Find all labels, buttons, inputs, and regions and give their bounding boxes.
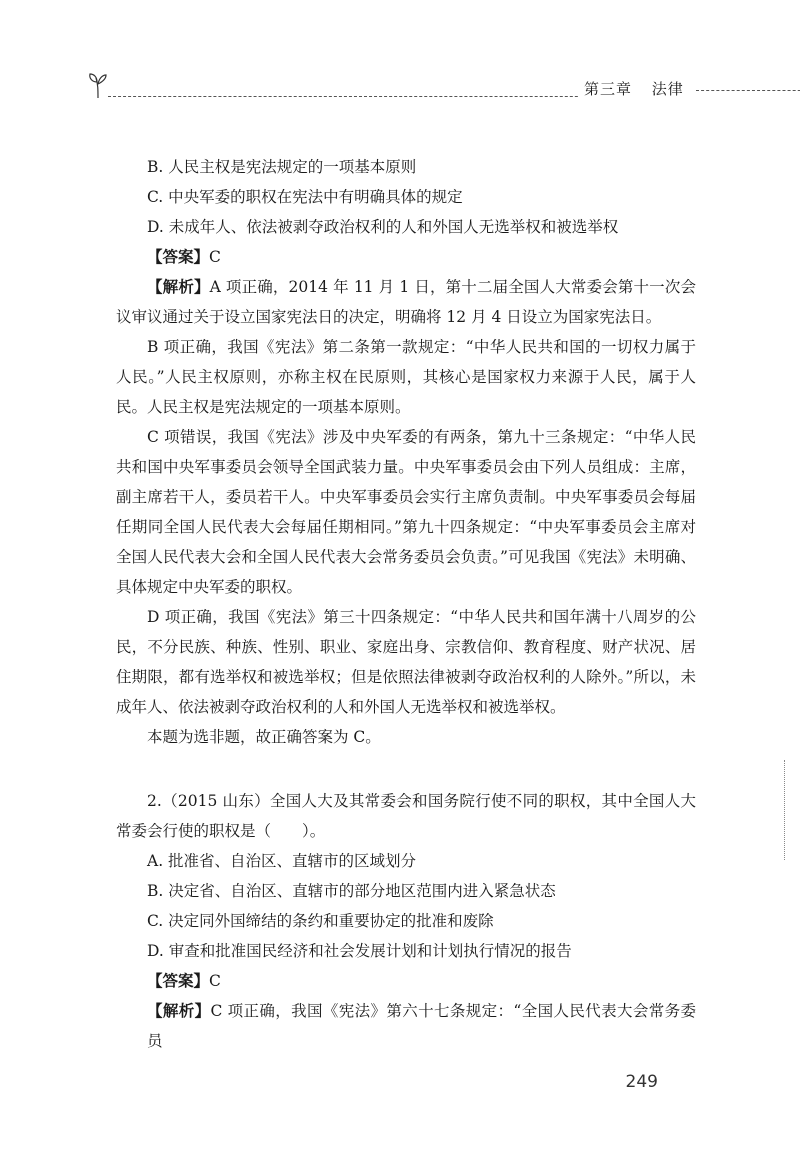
answer-label: 【答案】 <box>147 972 210 990</box>
page-body <box>116 152 696 1056</box>
q1-conclusion: 本题为选非题，故正确答案为 C。 <box>147 728 381 746</box>
sprout-icon <box>86 70 110 100</box>
header-rule-left <box>108 96 618 97</box>
q1-analysis-c: C 项错误，我国《宪法》涉及中央军委的有两条，第九十三条规定：“中华人民共和国中央军事委员会领导全国武装力量。中央军事委员会由下列人员组成：主席，副主席若干人，委员若干人。中央军事委员会实行主席负责制。中央军事委员会每届任期同全国人民代表大会每届任期相同。”第九十四条规定：“中央军事委员会主席对全国人民代表大会和全国人民代表大会常务委员会负责。”可见我国《宪法》未明确、具体规定中央军委的职权。 <box>116 428 696 596</box>
q1-analysis-d: D 项正确，我国《宪法》第三十四条规定：“中华人民共和国年满十八周岁的公民，不分民族、种族、性别、职业、家庭出身、宗教信仰、教育程度、财产状况、居住期限，都有选举权和被选举权；但是依照法律被剥夺政治权利的人除外。”所以，未成年人、依法被剥夺政治权利的人和外国人无选举权和被选举权。 <box>116 608 696 716</box>
q1-analysis-b: B 项正确，我国《宪法》第二条第一款规定：“中华人民共和国的一切权力属于人民。”人民主权原则，亦称主权在民原则，其核心是国家权力来源于人民，属于人民。人民主权是宪法规定的一项基本原则。 <box>116 338 696 416</box>
analysis-label: 【解析】 <box>147 1002 211 1020</box>
analysis-text: A 项正确，2014 年 11 月 1 日，第十二届全国人大常委会第十一次会议审议通过关于设立国家宪法日的决定，明确将 12 月 4 日设立为国家宪法日。 <box>116 278 696 326</box>
page-number: 249 <box>625 1072 658 1092</box>
q2-option-a: A. 批准省、自治区、直辖市的区域划分 <box>147 852 417 870</box>
q2-option-b: B. 决定省、自治区、直辖市的部分地区范围内进入紧急状态 <box>147 882 556 900</box>
chapter-heading <box>578 78 690 99</box>
q2-stem: 2.（2015 山东）全国人大及其常委会和国务院行使不同的职权，其中全国人大常委会行使的职权是（ ）。 <box>116 792 696 840</box>
analysis-label: 【解析】 <box>147 278 210 296</box>
running-header <box>86 70 760 110</box>
q2-option-c: C. 决定同外国缔结的条约和重要协定的批准和废除 <box>147 912 494 930</box>
q1-answer <box>116 242 696 272</box>
answer-value: C <box>209 248 221 266</box>
q1-analysis-a <box>116 272 696 332</box>
q1-option-d: D. 未成年人、依法被剥夺政治权利的人和外国人无选举权和被选举权 <box>147 218 619 236</box>
question-spacer <box>116 752 696 786</box>
chapter-title: 法律 <box>651 80 684 98</box>
answer-value: C <box>209 972 221 990</box>
q1-option-b: B. 人民主权是宪法规定的一项基本原则 <box>147 158 417 176</box>
scan-edge-mark <box>784 760 785 860</box>
q2-answer <box>116 966 696 996</box>
header-rule-right <box>696 90 800 91</box>
q2-option-d: D. 审查和批准国民经济和社会发展计划和计划执行情况的报告 <box>147 942 572 960</box>
q1-option-c: C. 中央军委的职权在宪法中有明确具体的规定 <box>147 188 463 206</box>
answer-label: 【答案】 <box>147 248 210 266</box>
analysis-text: C 项正确，我国《宪法》第六十七条规定：“全国人民代表大会常务委员 <box>147 1002 696 1050</box>
q2-analysis <box>116 996 696 1056</box>
chapter-number: 第三章 <box>584 80 633 98</box>
